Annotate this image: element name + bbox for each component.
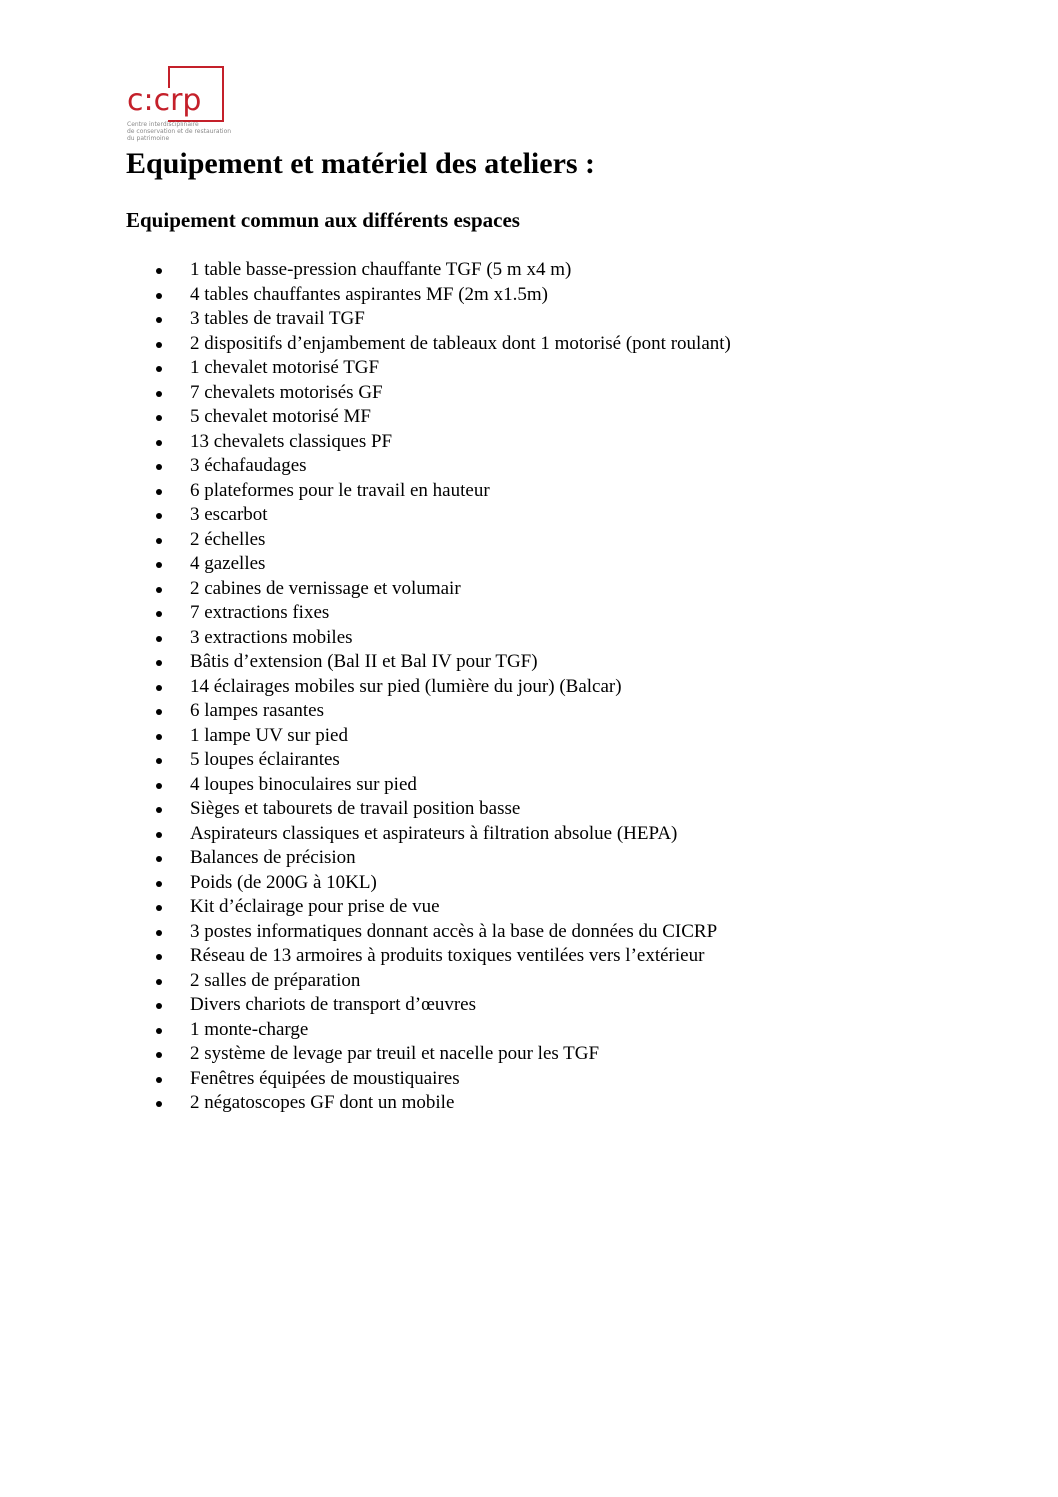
bullet-icon <box>156 807 162 813</box>
list-item <box>156 528 731 553</box>
bullet-icon <box>156 954 162 960</box>
list-item-text: 3 tables de travail TGF <box>190 308 365 329</box>
list-item-text: 2 négatoscopes GF dont un mobile <box>190 1092 455 1113</box>
page-title: Equipement et matériel des ateliers : <box>126 147 596 180</box>
bullet-icon <box>156 366 162 372</box>
list-item-text: 6 plateformes pour le travail en hauteur <box>190 479 490 501</box>
logo-tagline <box>127 121 232 142</box>
list-item <box>156 748 731 773</box>
list-item <box>156 479 731 504</box>
logo-tagline-line: de conservation et de restauration <box>127 128 232 135</box>
list-item <box>156 675 731 700</box>
list-item-text: 3 escarbot <box>190 504 268 525</box>
list-item-text: Réseau de 13 armoires à produits toxiques ventilées vers l’extérieur <box>190 945 705 966</box>
list-item <box>156 969 731 994</box>
bullet-icon <box>156 1028 162 1034</box>
list-item <box>156 895 731 920</box>
bullet-icon <box>156 881 162 887</box>
bullet-icon <box>156 268 162 274</box>
bullet-icon <box>156 342 162 348</box>
list-item <box>156 797 731 822</box>
bullet-icon <box>156 734 162 740</box>
bullet-icon <box>156 538 162 544</box>
bullet-icon <box>156 685 162 691</box>
bullet-icon <box>156 1077 162 1083</box>
list-item-text: 2 dispositifs d’enjambement de tableaux dont 1 motorisé (pont roulant) <box>190 332 731 354</box>
list-item <box>156 601 731 626</box>
list-item-text: Sièges et tabourets de travail position basse <box>190 798 521 819</box>
list-item <box>156 405 731 430</box>
list-item-text: 3 échafaudages <box>190 455 307 476</box>
list-item <box>156 430 731 455</box>
list-item-text: Fenêtres équipées de moustiquaires <box>190 1067 460 1089</box>
bullet-icon <box>156 758 162 764</box>
bullet-icon <box>156 587 162 593</box>
list-item-text: 3 postes informatiques donnant accès à la base de données du CICRP <box>190 920 718 942</box>
cicrp-logo <box>127 66 232 146</box>
list-item-text: 4 loupes binoculaires sur pied <box>190 773 417 795</box>
list-item-text: Poids (de 200G à 10KL) <box>190 871 377 893</box>
list-item <box>156 944 731 969</box>
list-item <box>156 1018 731 1043</box>
list-item <box>156 822 731 847</box>
list-item-text: 2 salles de préparation <box>190 969 361 991</box>
list-item-text: 2 système de levage par treuil et nacelle pour les TGF <box>190 1043 600 1064</box>
list-item <box>156 1067 731 1092</box>
list-item-text: 5 chevalet motorisé MF <box>190 406 371 427</box>
list-item-text: Balances de précision <box>190 847 356 868</box>
list-item <box>156 699 731 724</box>
list-item-text: Divers chariots de transport d’œuvres <box>190 994 476 1015</box>
bullet-icon <box>156 1052 162 1058</box>
list-item-text: Bâtis d’extension (Bal II et Bal IV pour TGF) <box>190 651 538 672</box>
list-item-text: 2 cabines de vernissage et volumair <box>190 577 461 599</box>
list-item <box>156 577 731 602</box>
list-item-text: 1 monte-charge <box>190 1018 309 1040</box>
list-item <box>156 650 731 675</box>
bullet-icon <box>156 783 162 789</box>
list-item <box>156 1042 731 1067</box>
list-item-text: 1 table basse-pression chauffante TGF (5 m x4 m) <box>190 259 572 280</box>
bullet-icon <box>156 1003 162 1009</box>
list-item-text: Aspirateurs classiques et aspirateurs à filtration absolue (HEPA) <box>190 822 678 844</box>
section-title: Equipement commun aux différents espaces <box>126 208 520 232</box>
list-item <box>156 332 731 357</box>
list-item <box>156 773 731 798</box>
list-item-text: 1 chevalet motorisé TGF <box>190 357 380 378</box>
list-item <box>156 381 731 406</box>
list-item-text: 5 loupes éclairantes <box>190 749 340 770</box>
bullet-icon <box>156 1101 162 1107</box>
bullet-icon <box>156 391 162 397</box>
list-item <box>156 356 731 381</box>
bullet-icon <box>156 660 162 666</box>
bullet-icon <box>156 709 162 715</box>
bullet-icon <box>156 930 162 936</box>
bullet-icon <box>156 979 162 985</box>
bullet-icon <box>156 562 162 568</box>
list-item-text: 6 lampes rasantes <box>190 700 325 721</box>
bullet-icon <box>156 636 162 642</box>
bullet-icon <box>156 905 162 911</box>
list-item <box>156 283 731 308</box>
list-item <box>156 454 731 479</box>
list-item <box>156 503 731 528</box>
logo-wordmark: c:crp <box>127 83 202 118</box>
list-item <box>156 871 731 896</box>
bullet-icon <box>156 293 162 299</box>
list-item <box>156 846 731 871</box>
equipment-list <box>156 258 731 1116</box>
list-item-text: 2 échelles <box>190 528 266 550</box>
list-item <box>156 724 731 749</box>
logo-tagline-line: du patrimoine <box>127 135 170 142</box>
list-item-text: 7 chevalets motorisés GF <box>190 381 383 403</box>
list-item <box>156 920 731 945</box>
list-item <box>156 993 731 1018</box>
bullet-icon <box>156 489 162 495</box>
bullet-icon <box>156 440 162 446</box>
bullet-icon <box>156 832 162 838</box>
list-item <box>156 1091 731 1116</box>
list-item-text: Kit d’éclairage pour prise de vue <box>190 896 440 917</box>
bullet-icon <box>156 611 162 617</box>
list-item <box>156 626 731 651</box>
bullet-icon <box>156 317 162 323</box>
list-item <box>156 552 731 577</box>
list-item-text: 4 tables chauffantes aspirantes MF (2m x1.5m) <box>190 283 548 305</box>
list-item-text: 4 gazelles <box>190 553 266 574</box>
list-item <box>156 258 731 283</box>
list-item <box>156 307 731 332</box>
bullet-icon <box>156 856 162 862</box>
bullet-icon <box>156 415 162 421</box>
logo-tagline-line: Centre interdisciplinaire <box>127 121 199 128</box>
list-item-text: 3 extractions mobiles <box>190 626 353 648</box>
bullet-icon <box>156 513 162 519</box>
list-item-text: 1 lampe UV sur pied <box>190 724 348 746</box>
list-item-text: 7 extractions fixes <box>190 602 330 623</box>
list-item-text: 13 chevalets classiques PF <box>190 430 393 452</box>
list-item-text: 14 éclairages mobiles sur pied (lumière du jour) (Balcar) <box>190 675 622 697</box>
bullet-icon <box>156 464 162 470</box>
